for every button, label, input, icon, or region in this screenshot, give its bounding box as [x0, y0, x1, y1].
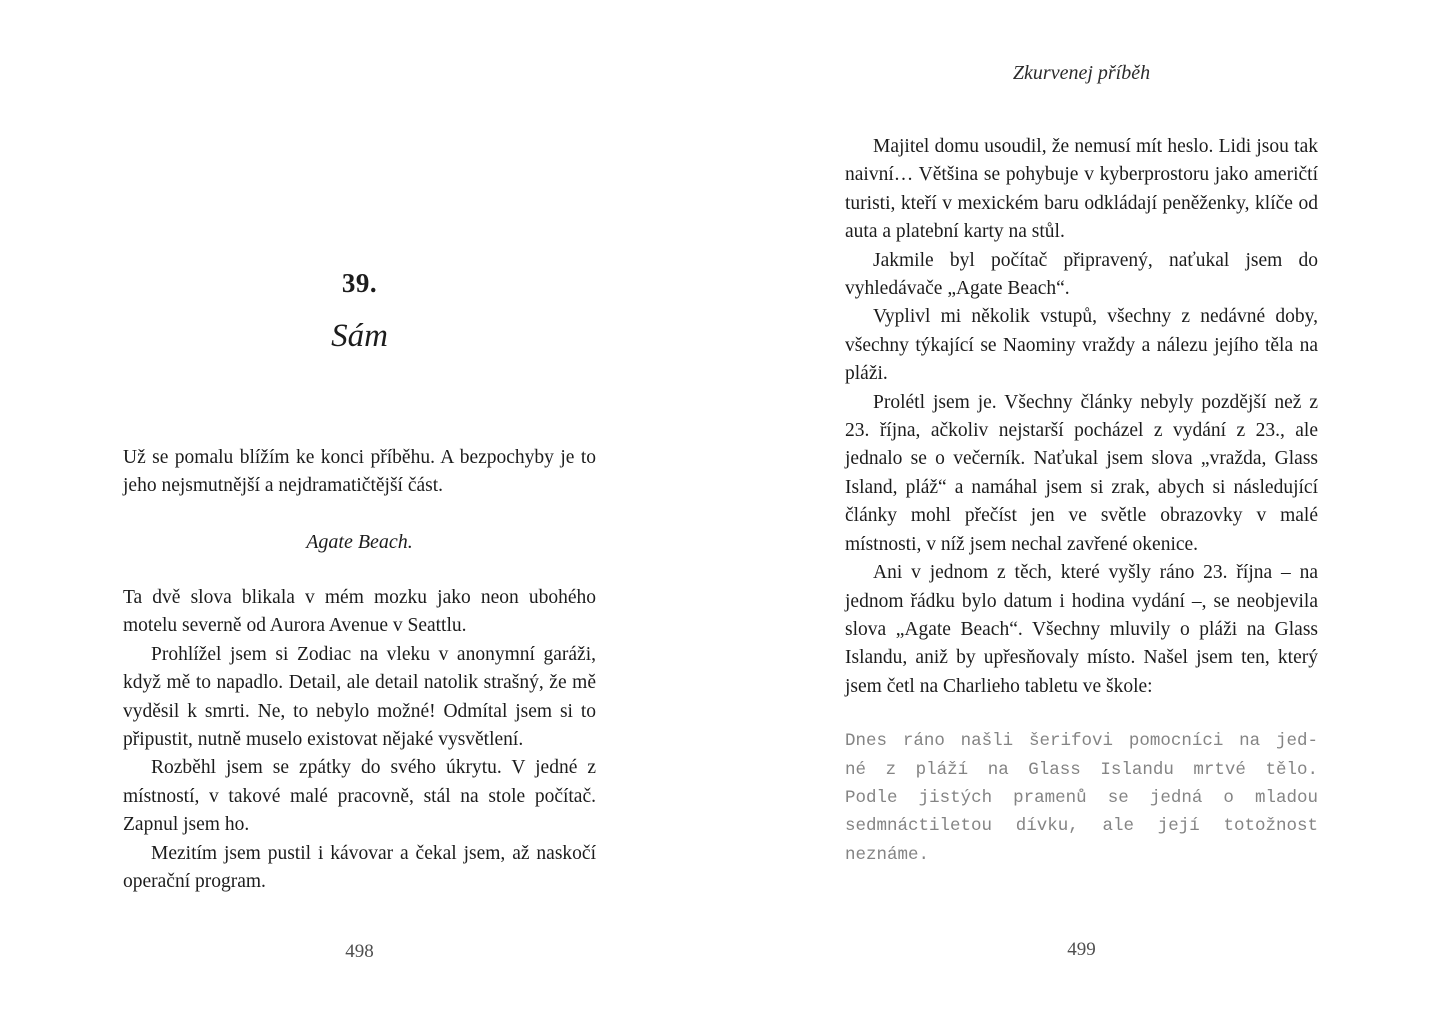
- quote-line: né z pláží na Glass Islandu mrtvé tělo.: [845, 759, 1318, 780]
- page-right: [845, 0, 1318, 1018]
- paragraph: Ani v jednom z těch, které vyšly ráno 23. října – na jednom řádku bylo datum i hodina vydání –, se neobjevila slova „Agate Beach“. Všechny mluvily o pláži na Glass Islandu, aniž by upřesňovaly místo. Našel jsem ten, který jsem četl na Charlieho tabletu ve škole:: [845, 562, 1318, 697]
- news-article-quote: [845, 727, 1318, 869]
- location-line: Agate Beach.: [306, 531, 413, 553]
- paragraph: Ta dvě slova blikala v mém mozku jako neon ubohého motelu severně od Aurora Avenue v Seattlu.: [123, 587, 596, 637]
- paragraph: Majitel domu usoudil, že nemusí mít heslo. Lidi jsou tak naivní… Většina se pohybuje v kyberprostoru jako američtí turisti, kteří v mexickém baru odkládají peněženky, klíče od auta a platební karty na stůl.: [845, 136, 1318, 243]
- paragraph: Mezitím jsem pustil i kávovar a čekal jsem, až naskočí operační program.: [123, 842, 596, 893]
- chapter-intro: [123, 444, 596, 501]
- page-number-right: 499: [1067, 939, 1096, 960]
- chapter-title: Sám: [331, 318, 388, 354]
- quote-line: Podle jistých pramenů se jedná o mladou: [845, 787, 1318, 808]
- paragraph: Prohlížel jsem si Zodiac na vleku v anonymní garáži, když mě to napadlo. Detail, ale detail natolik strašný, že mě vyděsil k smrti. Ne, to nebylo možné! Odmítal jsem si to připustit, nutně muselo existovat nějaké vysvětlení.: [123, 643, 596, 751]
- quote-line: neznáme.: [845, 844, 930, 865]
- paragraph: Vyplivl mi několik vstupů, všechny z nedávné doby, všechny týkající se Naominy vraždy a nálezu jejího těla na pláži.: [845, 306, 1318, 385]
- right-body-text: [845, 133, 1318, 869]
- left-body-text: [123, 584, 596, 896]
- chapter-number: 39.: [341, 268, 378, 298]
- paragraph: Rozběhl jsem se zpátky do svého úkrytu. V jedné z místností, v takové malé pracovně, stál na stole počítač. Zapnul jsem ho.: [123, 757, 596, 836]
- paragraph: Prolétl jsem je. Všechny články nebyly pozdější než z 23. října, ačkoliv nejstarší pocházel z vydání z 23., ale jednalo se o večerník. Naťukal jsem slova „vražda, Glass Island, pláž“ a namáhal jsem si zrak, abych si následující články mohl přečíst jen ve světle obrazovky v malé místnosti, v níž jsem nechal zavřené okenice.: [845, 391, 1318, 555]
- paragraph: Jakmile byl počítač připravený, naťukal jsem do vyhledávače „Agate Beach“.: [845, 249, 1318, 300]
- intro-paragraph: Už se pomalu blížím ke konci příběhu. A bezpochyby je to jeho nejsmutnější a nejdramatičtější část.: [123, 447, 596, 497]
- quote-line: sedmnáctiletou dívku, ale její totožnost: [845, 816, 1318, 837]
- quote-line: Dnes ráno našli šerifovi pomocníci na jed-: [845, 731, 1318, 752]
- page-left: [123, 0, 596, 1018]
- page-number-left: 498: [345, 941, 374, 962]
- running-header: Zkurvenej příběh: [1012, 62, 1151, 84]
